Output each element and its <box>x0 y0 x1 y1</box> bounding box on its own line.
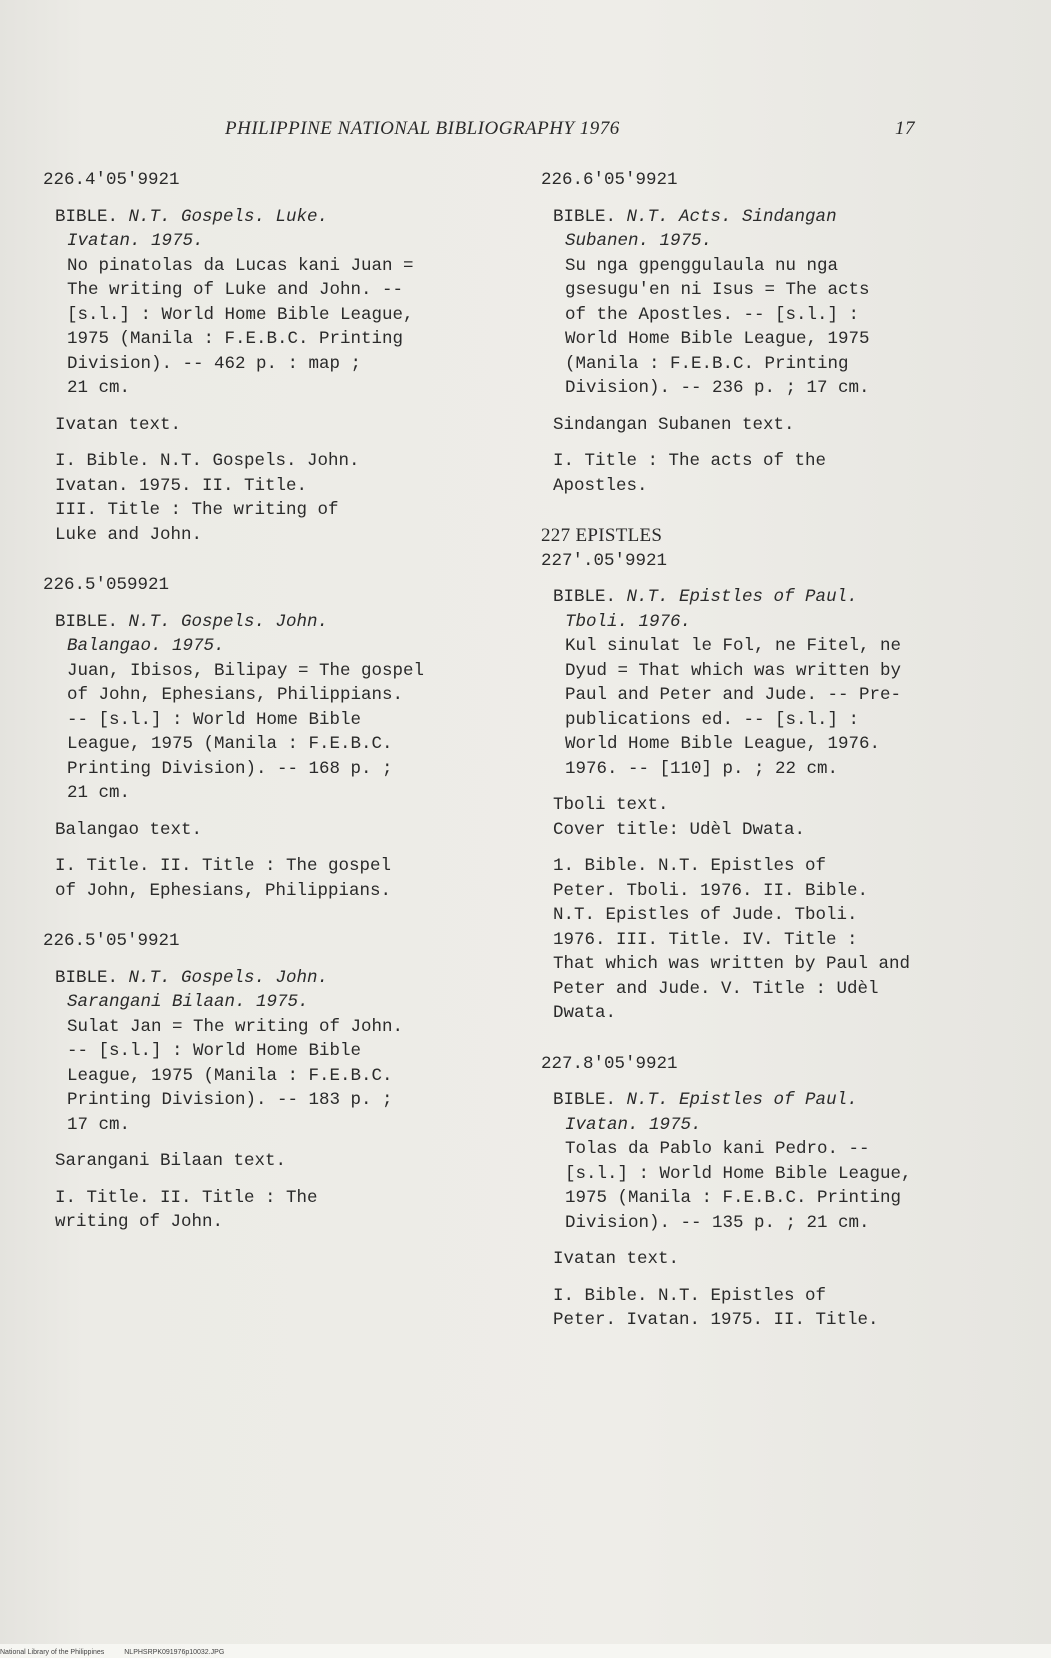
tracing-line: Dwata. <box>553 1003 617 1023</box>
entry-line <box>67 781 498 806</box>
section-heading: 227 EPISTLES <box>541 525 663 546</box>
entry-line <box>553 205 991 230</box>
entry-line <box>67 1088 498 1113</box>
running-title: PHILIPPINE NATIONAL BIBLIOGRAPHY 1976 <box>225 118 620 139</box>
entry-text: [s.l.] : World Home Bible League, <box>67 304 414 325</box>
tracing-line: I. Bible. N.T. Gospels. John. <box>55 451 360 471</box>
entry-line <box>67 1113 498 1138</box>
entry-italic: Tboli. 1976. <box>565 611 692 632</box>
entry-line <box>565 634 991 659</box>
entry-text: -- [s.l.] : World Home Bible <box>67 709 362 730</box>
entry-text: League, 1975 (Manila : F.E.B.C. <box>67 734 393 754</box>
entry-tracings <box>553 1284 991 1333</box>
bib-entry <box>55 205 498 401</box>
entry-text: World Home Bible League, 1975 <box>565 329 870 349</box>
entry-text: 1975 (Manila : F.E.B.C. Printing <box>565 1188 902 1208</box>
entry-tracings <box>55 854 498 903</box>
entry-text: BIBLE. <box>55 967 119 988</box>
tracing-line: I. Bible. N.T. Epistles of <box>553 1285 827 1306</box>
entry-line <box>67 757 498 782</box>
entry-italic: N.T. Epistles of Paul. <box>626 587 858 607</box>
entry-line <box>67 376 498 401</box>
entry-text: BIBLE. <box>553 206 617 227</box>
entry-italic: N.T. Acts. Sindangan <box>626 206 837 227</box>
entry-text: BIBLE. <box>55 611 119 632</box>
entry-line <box>67 708 498 733</box>
entry-line <box>55 205 498 230</box>
entry-text: 21 cm. <box>67 378 131 398</box>
page-number: 17 <box>895 118 915 139</box>
entry-line <box>67 327 498 352</box>
entry-gap <box>541 1333 991 1359</box>
entry-text: Kul sinulat le Fol, ne Fitel, ne <box>565 636 902 656</box>
bib-entry <box>553 1088 991 1235</box>
entry-gap <box>43 547 498 573</box>
entry-text: of John, Ephesians, Philippians. <box>67 685 404 705</box>
entry-line <box>565 1186 991 1211</box>
entry-italic: Subanen. 1975. <box>565 231 713 251</box>
entry-gap <box>541 498 991 524</box>
class-number: 227.8'05'9921 <box>541 1053 678 1074</box>
entry-line <box>565 327 991 352</box>
entry-line <box>67 683 498 708</box>
footer-file: NLPHSRPK091976p10032.JPG <box>124 1649 225 1656</box>
entry-text: Division). -- 135 p. ; 21 cm. <box>565 1212 870 1233</box>
entry-tracings <box>55 449 498 547</box>
entry-text: publications ed. -- [s.l.] : <box>565 709 860 730</box>
tracing-line: Luke and John. <box>55 524 203 545</box>
entry-text: Sulat Jan = The writing of John. <box>67 1016 404 1037</box>
entry-line <box>565 278 991 303</box>
entry-line <box>67 303 498 328</box>
entry-line <box>565 229 991 254</box>
tracing-line: III. Title : The writing of <box>55 500 339 520</box>
class-number: 227'.05'9921 <box>541 550 668 571</box>
entry-line <box>565 610 991 635</box>
tracing-line: 1. Bible. N.T. Epistles of <box>553 856 827 876</box>
entry-text: Dyud = That which was written by <box>565 660 902 681</box>
entry-text: BIBLE. <box>553 587 617 607</box>
entry-italic: Balangao. 1975. <box>67 636 225 656</box>
entry-line <box>55 610 498 635</box>
entry-text: No pinatolas da Lucas kani Juan = <box>67 255 414 276</box>
entry-line <box>553 1088 991 1113</box>
entry-note: Tboli text. <box>553 795 669 815</box>
entry-italic: N.T. Gospels. John. <box>128 967 329 988</box>
tracing-line: I. Title : The acts of the <box>553 451 827 471</box>
tracing-line: N.T. Epistles of Jude. Tboli. <box>553 905 858 925</box>
entry-text: World Home Bible League, 1976. <box>565 734 881 754</box>
entry-italic: Sarangani Bilaan. 1975. <box>67 992 309 1012</box>
entry-line <box>67 352 498 377</box>
tracing-line: of John, Ephesians, Philippians. <box>55 880 392 901</box>
entry-line <box>565 732 991 757</box>
class-number: 226.5'059921 <box>43 575 170 595</box>
entry-text: of the Apostles. -- [s.l.] : <box>565 304 860 325</box>
entry-line <box>67 990 498 1015</box>
entry-line <box>67 278 498 303</box>
entry-line <box>67 659 498 684</box>
entry-line <box>67 254 498 279</box>
entry-line <box>565 683 991 708</box>
tracing-line: I. Title. II. Title : The <box>55 1187 318 1208</box>
entry-gap <box>43 1235 498 1261</box>
entry-text: Printing Division). -- 183 p. ; <box>67 1090 393 1110</box>
entry-italic: Ivatan. 1975. <box>67 231 204 251</box>
entry-note: Ivatan text. <box>553 1249 680 1269</box>
entry-gap <box>541 1026 991 1052</box>
tracing-line: Peter. Ivatan. 1975. II. Title. <box>553 1310 879 1330</box>
entry-text: Printing Division). -- 168 p. ; <box>67 758 393 779</box>
bib-entry <box>553 585 991 781</box>
entry-text: BIBLE. <box>553 1090 617 1110</box>
entry-italic: N.T. Epistles of Paul. <box>626 1090 858 1110</box>
entry-line <box>565 659 991 684</box>
entry-line <box>565 1137 991 1162</box>
left-column <box>43 168 498 1261</box>
tracing-line: writing of John. <box>55 1212 224 1232</box>
entry-note: Cover title: Udèl Dwata. <box>553 819 806 840</box>
entry-text: -- [s.l.] : World Home Bible <box>67 1041 362 1061</box>
entry-line <box>67 1064 498 1089</box>
entry-text: BIBLE. <box>55 206 119 227</box>
entry-text: League, 1975 (Manila : F.E.B.C. <box>67 1065 393 1086</box>
entry-text: [s.l.] : World Home Bible League, <box>565 1163 912 1184</box>
tracing-line: Apostles. <box>553 475 648 496</box>
entry-text: Division). -- 462 p. : map ; <box>67 353 362 374</box>
footer-library: National Library of the Philippines <box>0 1649 105 1656</box>
tracing-line: Peter. Tboli. 1976. II. Bible. <box>553 880 869 901</box>
entry-italic: N.T. Gospels. Luke. <box>128 206 329 227</box>
entry-line <box>55 966 498 991</box>
entry-note: Ivatan text. <box>55 414 182 435</box>
entry-line <box>565 376 991 401</box>
entry-line <box>565 1113 991 1138</box>
entry-text: Juan, Ibisos, Bilipay = The gospel <box>67 660 425 681</box>
class-number: 226.6'05'9921 <box>541 170 678 190</box>
entry-line <box>67 1015 498 1040</box>
entry-text: 21 cm. <box>67 783 131 803</box>
entry-line <box>565 352 991 377</box>
entry-text: Tolas da Pablo kani Pedro. -- <box>565 1139 870 1159</box>
bib-entry <box>55 610 498 806</box>
entry-line <box>565 708 991 733</box>
entry-line <box>67 732 498 757</box>
entry-line <box>565 254 991 279</box>
tracing-line: That which was written by Paul and <box>553 954 911 974</box>
entry-italic: N.T. Gospels. John. <box>128 611 329 632</box>
entry-text: 17 cm. <box>67 1114 131 1135</box>
entry-line <box>67 1039 498 1064</box>
right-column <box>541 168 991 1359</box>
entry-tracings <box>55 1186 498 1235</box>
entry-text: Paul and Peter and Jude. -- Pre- <box>565 685 902 705</box>
entry-line <box>67 229 498 254</box>
tracing-line: Ivatan. 1975. II. Title. <box>55 475 308 496</box>
tracing-line: 1976. III. Title. IV. Title : <box>553 929 858 950</box>
entry-text: The writing of Luke and John. -- <box>67 280 404 300</box>
class-number: 226.5'05'9921 <box>43 931 180 951</box>
entry-tracings <box>553 854 991 1026</box>
entry-line <box>565 1211 991 1236</box>
entry-line <box>565 1162 991 1187</box>
entry-note: Sarangani Bilaan text. <box>55 1151 287 1171</box>
tracing-line: I. Title. II. Title : The gospel <box>55 856 392 876</box>
entry-gap <box>43 903 498 929</box>
entry-note: Sindangan Subanen text. <box>553 414 795 435</box>
entry-text: gsesugu'en ni Isus = The acts <box>565 280 870 300</box>
scan-footer <box>0 1649 242 1656</box>
entry-text: Division). -- 236 p. ; 17 cm. <box>565 378 870 398</box>
entry-text: 1975 (Manila : F.E.B.C. Printing <box>67 329 404 349</box>
entry-text: (Manila : F.E.B.C. Printing <box>565 353 849 374</box>
entry-line <box>553 585 991 610</box>
entry-text: 1976. -- [110] p. ; 22 cm. <box>565 758 839 779</box>
class-number: 226.4'05'9921 <box>43 170 180 190</box>
entry-note: Balangao text. <box>55 819 203 840</box>
entry-line <box>67 634 498 659</box>
entry-tracings <box>553 449 991 498</box>
entry-text: Su nga gpenggulaula nu nga <box>565 255 839 276</box>
bib-entry <box>55 966 498 1138</box>
entry-line <box>565 303 991 328</box>
tracing-line: Peter and Jude. V. Title : Udèl <box>553 978 879 999</box>
entry-italic: Ivatan. 1975. <box>565 1114 702 1135</box>
bib-entry <box>553 205 991 401</box>
entry-line <box>565 757 991 782</box>
